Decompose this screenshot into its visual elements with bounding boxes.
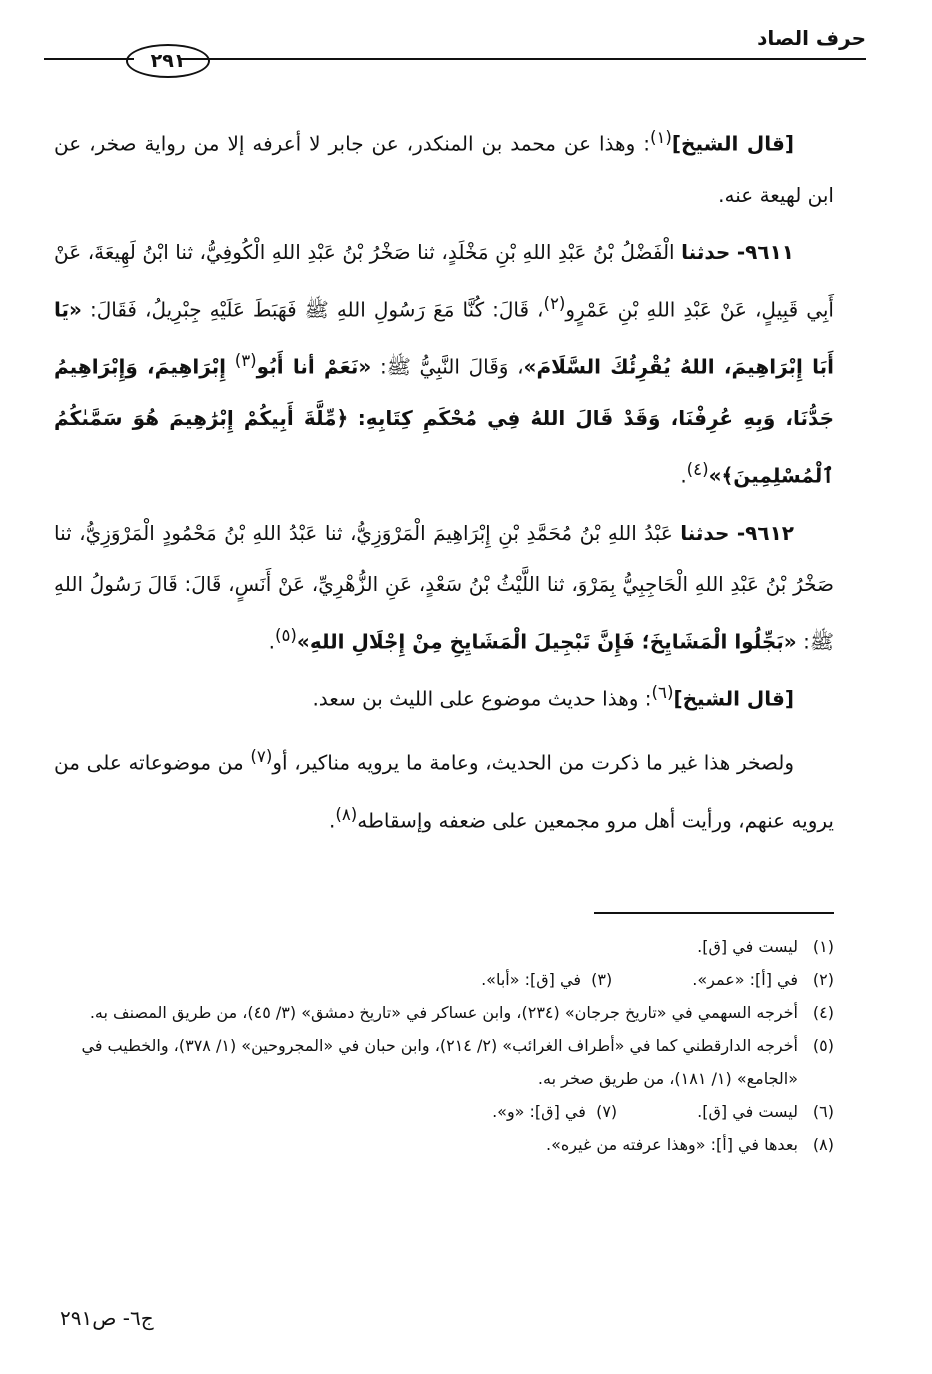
hadith-quote: «يَا أَبَا إِبْرَاهِيمَ، اللهُ يُقْرِئُكَ السَّلَامَ»: [54, 297, 835, 379]
paragraph-shaykh-2: [54, 667, 834, 725]
footnote-7-num: (٧): [596, 1102, 618, 1121]
footnote-mark: (٧): [250, 746, 273, 766]
footnotes: [54, 930, 834, 1161]
footnote-1: (١) ليست في [ق].: [697, 937, 834, 956]
hadith-number: ٩٦١١-: [736, 239, 794, 264]
page-number: ٢٩١: [126, 44, 210, 78]
footnote-2-3: (٢) في [أ]: «عمر». (٣) في [ق]: «أبا».: [54, 963, 834, 996]
footnote-mark: (٤): [686, 459, 709, 479]
isnad-text: الْفَضْلُ بْنُ عَبْدِ اللهِ بْنِ مَخْلَدٍ، ثنا صَخْرُ بْنُ عَبْدِ اللهِ الْكُوفِيُّ، ثنا ابْنُ لَهِيعَةَ، عَنْ أَبِي قَبِيلٍ، عَنْ عَبْدِ اللهِ بْنِ عَمْرٍو: [54, 239, 834, 322]
isnad-text: ، قَالَ: كُنَّا مَعَ رَسُولِ اللهِ ﷺ فَهَبَطَ عَلَيْهِ جِبْرِيلُ، فَقَالَ:: [89, 297, 544, 322]
footnote-2: في [أ]: «عمر».: [692, 970, 798, 989]
paragraph-text: : وهذا حديث موضوع على الليث بن سعد.: [312, 686, 652, 711]
hadith-lead: حدثنا: [681, 239, 731, 264]
footnote-5: (٥) أخرجه الدارقطني كما في «أطراف الغرائب» (٢/ ٢١٤)، وابن حبان في «المجروحين» (١/ ٣٧٨)، والخطيب في «الجامع» (١/ ١٨١)، من طريق صخر به.: [81, 1036, 834, 1088]
footnote-3-num: (٣): [591, 970, 613, 989]
footnote-4: (٤) أخرجه السهمي في «تاريخ جرجان» (٢٣٤)، وابن عساكر في «تاريخ دمشق» (٣/ ٤٥)، من طريق المصنف به.: [89, 1003, 834, 1022]
header-rule: [180, 58, 866, 60]
paragraph-text: ولصخر هذا غير ما ذكرت من الحديث، وعامة ما يرويه مناكير، أو: [272, 750, 795, 775]
running-title: حرف الصاد: [757, 26, 866, 50]
footnote-mark: (٦): [651, 683, 674, 703]
hadith-number: ٩٦١٢-: [736, 520, 794, 545]
hadith-quote: إِبْرَاهِيمَ، وَإِبْرَاهِيمُ جَدُّنَا، وَبِهِ عُرِفْنَا، وَقَدْ قَالَ اللهُ فِي مُحْكَمِ كِتَابِهِ:: [54, 354, 834, 430]
volume-page-ref: ج٦- ص٢٩١: [60, 1306, 154, 1330]
hadith-quote: «نَعَمْ أنا أَبُو: [256, 354, 372, 379]
isnad-text: عَبْدُ اللهِ بْنُ مُحَمَّدِ بْنِ إِبْرَاهِيمَ الْمَرْوَزِيُّ، ثنا عَبْدُ اللهِ بْنُ مَحْمُودٍ الْمَرْوَزِيُّ، ثنا صَخْرُ بْنُ عَبْدِ اللهِ الْحَاجِبِيُّ بِمَرْوَ، ثنا اللَّيْثُ بْنُ سَعْدٍ، عَنِ الزُّهْرِيِّ، عَنْ أَنَسٍ، قَالَ: قَالَ رَسُولُ اللهِ ﷺ:: [54, 520, 834, 654]
shaykh-label: [قال الشيخ]: [671, 131, 795, 156]
footnote-mark: (٥): [274, 625, 297, 645]
narration-text: ، وَقَالَ النَّبِيُّ ﷺ:: [380, 354, 524, 379]
footnote-8: (٨) بعدها في [أ]: «وهذا عرفته من غيره».: [546, 1135, 834, 1154]
hadith-9612: ٩٦١٢- حدثنا عَبْدُ اللهِ بْنُ مُحَمَّدِ بْنِ إِبْرَاهِيمَ الْمَرْوَزِيُّ، ثنا عَبْدُ اللهِ بْنُ مَحْمُودٍ الْمَرْوَزِيُّ، ثنا صَخْرُ بْنُ عَبْدِ اللهِ الْحَاجِبِيُّ بِمَرْوَ، ثنا اللَّيْثُ بْنُ سَعْدٍ، عَنِ الزُّهْرِيِّ، عَنْ أَنَسٍ، قَالَ: قَالَ رَسُولُ اللهِ ﷺ: «بَجِّلُوا الْمَشَايِخَ؛ فَإِنَّ تَبْجِيلَ الْمَشَايِخِ مِنْ إِجْلَالِ اللهِ»$^{(٥)}$.: [54, 520, 834, 654]
quran-quote: ﴿مِّلَّةَ أَبِيكُمْ إِبْرَٰهِيمَ هُوَ سَمَّىٰكُمُ ٱلْمُسْلِمِينَ﴾»: [54, 405, 834, 488]
footnote-6: ليست في [ق].: [697, 1102, 798, 1121]
main-text: [54, 112, 834, 846]
paragraph-shaykh-1: [54, 112, 834, 221]
paragraph-text: من موضوعاته على من يرويه عنهم، ورأيت أهل مرو مجمعين على ضعفه وإسقاطه: [54, 750, 834, 833]
hadith-9611: ٩٦١١- حدثنا الْفَضْلُ بْنُ عَبْدِ اللهِ بْنِ مَخْلَدٍ، ثنا صَخْرُ بْنُ عَبْدِ اللهِ الْكُوفِيُّ، ثنا ابْنُ لَهِيعَةَ، عَنْ أَبِي قَبِيلٍ، عَنْ عَبْدِ اللهِ بْنِ عَمْرٍو$^{(٢)}$، قَالَ: كُنَّا مَعَ رَسُولِ اللهِ ﷺ فَهَبَطَ عَلَيْهِ جِبْرِيلُ، فَقَالَ: «يَا أَبَا إِبْرَاهِيمَ، اللهُ يُقْرِئُكَ السَّلَامَ»، وَقَالَ النَّبِيُّ ﷺ: «نَعَمْ أنا أَبُو$^{(٣)}$ إِبْرَاهِيمَ، وَإِبْرَاهِيمُ جَدُّنَا، وَبِهِ عُرِفْنَا، وَقَدْ قَالَ اللهُ فِي مُحْكَمِ كِتَابِهِ: ﴿مِّلَّةَ أَبِيكُمْ إِبْرَٰهِيمَ هُوَ سَمَّىٰكُمُ ٱلْمُسْلِمِينَ﴾»$^{(٤)}$.: [54, 239, 835, 488]
footnote-6-7: (٦) ليست في [ق]. (٧) في [ق]: «و».: [54, 1095, 834, 1128]
paragraph-text: : وهذا عن محمد بن المنكدر، عن جابر لا أعرفه إلا من رواية صخر، عن ابن لهيعة عنه.: [54, 131, 834, 207]
header-rule-left: [44, 58, 134, 60]
paragraph-sakhr: ولصخر هذا غير ما ذكرت من الحديث، وعامة ما يرويه مناكير، أو$^{(٧)}$ من موضوعاته على من يرويه عنهم، ورأيت أهل مرو مجمعين على ضعفه وإسقاطه$^{(٨)}$.: [54, 746, 834, 833]
footnote-7: في [ق]: «و».: [492, 1102, 586, 1121]
footnote-rule: [594, 912, 834, 914]
hadith-lead: حدثنا: [680, 520, 730, 545]
shaykh-label: [قال الشيخ]: [673, 686, 794, 711]
footnote-mark: (٢): [543, 293, 566, 313]
footnote-mark: (١): [649, 128, 672, 147]
hadith-quote: «بَجِّلُوا الْمَشَايِخَ؛ فَإِنَّ تَبْجِيلَ الْمَشَايِخِ مِنْ إِجْلَالِ اللهِ»: [296, 629, 797, 654]
footnote-mark: (٨): [335, 804, 358, 824]
footnote-mark: (٣): [234, 351, 257, 371]
footnote-3: في [ق]: «أبا».: [481, 970, 581, 989]
